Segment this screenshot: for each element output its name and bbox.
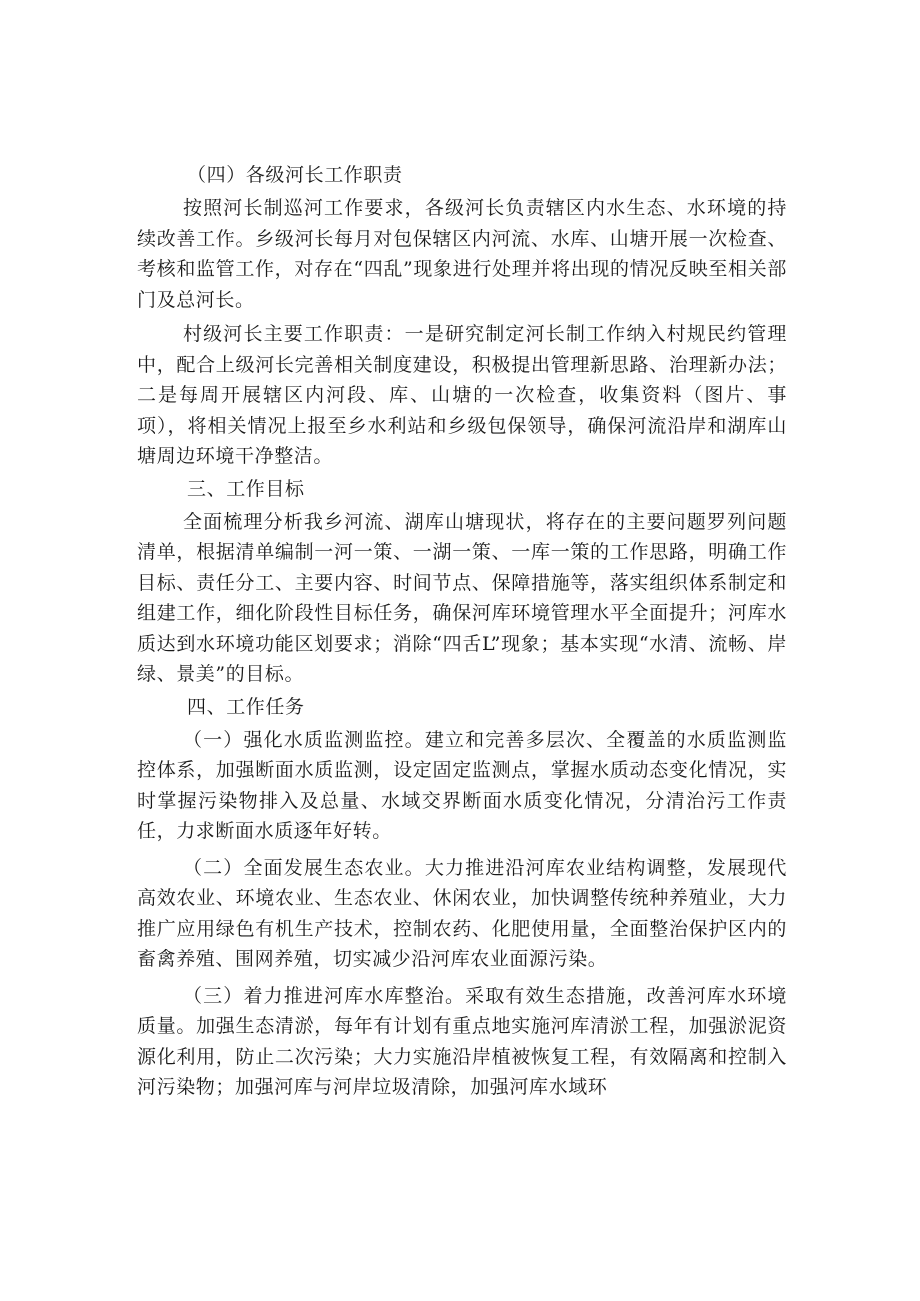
paragraph-task-water-quality: （一）强化水质监测监控。建立和完善多层次、全覆盖的水质监测监控体系，加强断面水质监测，设定固定监测点，掌握水质动态变化情况，实时掌握污染物排入及总量、水域交界断面水质变化情况，分清治污工作责任，力求断面水质逐年好转。 [137,728,787,842]
paragraph-task-reservoir-remediation: （三）着力推进河库水库整治。采取有效生态措施，改善河库水环境质量。加强生态清淤，每年有计划有重点地实施河库清淤工程，加强淤泥资源化利用，防止二次污染；大力实施沿岸植被恢复工程，有效隔离和控制入河污染物；加强河库与河岸垃圾清除，加强河库水域环 [137,984,787,1098]
paragraph-task-eco-agriculture: （二）全面发展生态农业。大力推进沿河库农业结构调整，发展现代高效农业、环境农业、生态农业、休闲农业，加快调整传统种养殖业，大力推广应用绿色有机生产技术，控制农药、化肥使用量，全面整治保护区内的畜禽养殖、围网养殖，切实减少沿河库农业面源污染。 [137,856,787,970]
document-body [137,160,787,1103]
section-heading-work-tasks: 四、工作任务 [187,695,305,718]
paragraph-work-goals: 全面梳理分析我乡河流、湖库山塘现状，将存在的主要问题罗列问题清单，根据清单编制一河一策、一湖一策、一库一策的工作思路，明确工作目标、责任分工、主要内容、时间节点、保障措施等，落实组织体系制定和组建工作，细化阶段性目标任务，确保河库环境管理水平全面提升；河库水质达到水环境功能区划要求；消除“四舌L”现象；基本实现“水清、流畅、岸绿、景美”的目标。 [137,510,787,685]
paragraph-village-chief-duty: 村级河长主要工作职责：一是研究制定河长制工作纳入村规民约管理中，配合上级河长完善相关制度建设，积极提出管理新思路、治理新办法；二是每周开展辖区内河段、库、山塘的一次检查，收集资料（图片、事项），将相关情况上报至乡水利站和乡级包保领导，确保河流沿岸和湖库山塘周边环境干净整洁。 [137,323,787,467]
section-heading-work-goals: 三、工作目标 [187,477,305,500]
subsection-heading-river-chief-duties: （四）各级河长工作职责 [187,164,403,186]
paragraph-river-chief-duty: 按照河长制巡河工作要求，各级河长负责辖区内水生态、水环境的持续改善工作。乡级河长每月对包保辖区内河流、水库、山塘开展一次检查、考核和监管工作，对存在“四乱”现象进行处理并将出现的情况反映至相关部门及总河长。 [137,197,787,311]
